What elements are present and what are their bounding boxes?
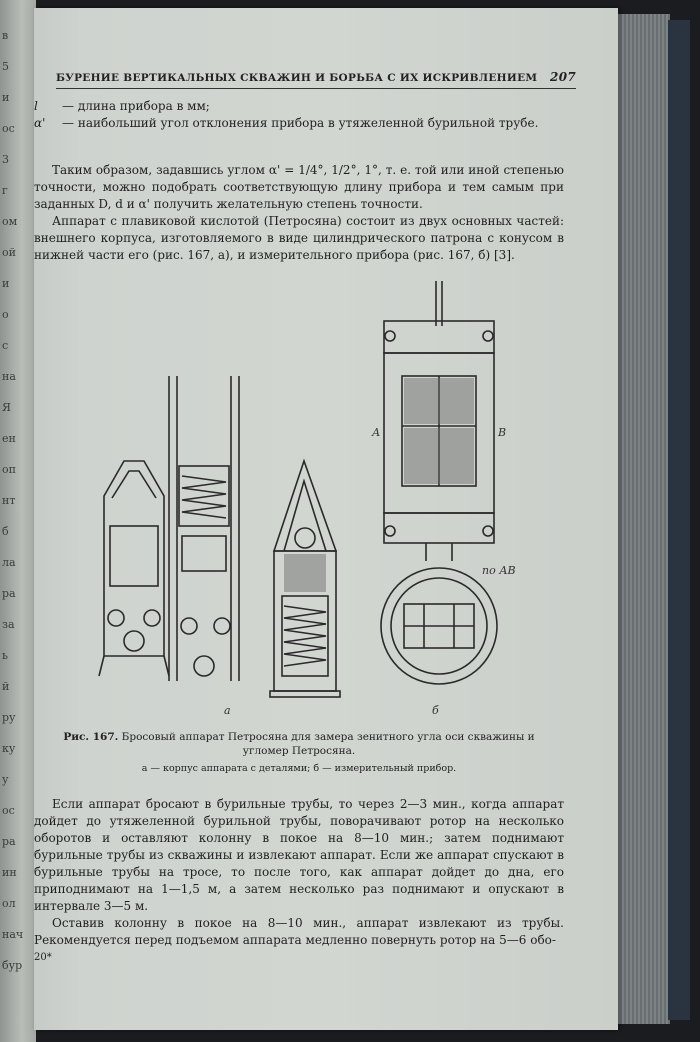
technical-drawing (74, 276, 534, 726)
left-page-fragment: Я (2, 401, 11, 414)
left-page-fragment: ру (2, 711, 16, 724)
left-page-fragment: ой (2, 246, 16, 259)
left-page-fragment: нт (2, 494, 16, 507)
page-stack-edge (614, 14, 670, 1024)
caption-number: Рис. 167. (63, 731, 119, 743)
caption-text: Бросовый аппарат Петросяна для замера зенитного угла оси скважины и угломер Петросяна. (121, 731, 535, 757)
definitions-block (34, 98, 564, 132)
caption-subtext: а — корпус аппарата с деталями; б — измерительный прибор. (141, 763, 457, 774)
header-title: БУРЕНИЕ ВЕРТИКАЛЬНЫХ СКВАЖИН И БОРЬБА С ИХ ИСКРИВЛЕНИЕМ (56, 72, 538, 84)
left-page-fragment: ра (2, 587, 16, 600)
left-page-fragment: б (2, 525, 9, 538)
left-page-fragment: г (2, 184, 8, 197)
paragraph: Если аппарат бросают в бурильные трубы, то через 2—3 мин., когда аппарат дойдет до утяжеленной бурильной трубы, поворачивают ротор на несколько оборотов и оставляют колонну в покое на 8—10 мин.; затем поднимают бурильные трубы из скважины и извлекают аппарат. Если же аппарат спускают в бурильные трубы на тросе, то после того, как аппарат дойдет до дна, его приподнимают на 1—1,5 м, а затем несколько раз поднимают и опускают в интервале 3—5 м. (34, 797, 564, 913)
left-page-fragment: ь (2, 649, 8, 662)
left-page-fragment: оп (2, 463, 16, 476)
left-page-fragment: ку (2, 742, 16, 755)
body-text-top (34, 162, 564, 264)
left-page-fragment: в (2, 29, 9, 42)
definition-text: — наибольший угол отклонения прибора в утяжеленной бурильной трубе. (62, 116, 539, 130)
left-page-fragment: с (2, 339, 9, 352)
figure-label-b: б (432, 704, 439, 717)
definition-row (34, 115, 564, 132)
left-page-fragment: у (2, 773, 9, 786)
left-page-fragment: о (2, 308, 9, 321)
housing-cone-drawing (99, 461, 169, 676)
figure-label-A: А (372, 426, 381, 439)
paragraph: Аппарат с плавиковой кислотой (Петросяна) состоит из двух основных частей: внешнего корпуса, изготовляемого в виде цилиндрического патрона с конусом в нижней части его (рис. 167, а), и измерительного прибора (рис. 167, б) [3]. (34, 214, 564, 262)
definition-row (34, 98, 564, 115)
definition-symbol: α' (34, 116, 46, 130)
left-page-fragment: й (2, 680, 10, 693)
figure-label-a: а (224, 704, 231, 717)
definition-symbol: l (34, 99, 38, 113)
left-page-fragment: 5 (2, 60, 9, 73)
left-page-fragment: ос (2, 804, 15, 817)
definition-text: — длина прибора в мм; (62, 99, 210, 113)
left-page-fragment: ла (2, 556, 16, 569)
page-number: 207 (550, 70, 576, 84)
left-page-fragment: ин (2, 866, 17, 879)
book-page (34, 8, 618, 1030)
figure-label-B: В (498, 426, 507, 439)
left-page-fragment: ен (2, 432, 16, 445)
cross-section-drawing (381, 568, 497, 684)
left-page-fragment: ос (2, 122, 15, 135)
left-page-fragment: и (2, 277, 10, 290)
figure-label-section: по АВ (482, 564, 516, 577)
paragraph: Оставив колонну в покое на 8—10 мин., аппарат извлекают из трубы. Рекомендуется перед подъемом аппарата медленно повернуть ротор на 5—6 обо- (34, 916, 564, 947)
left-page-fragment: нач (2, 928, 24, 941)
left-page-fragment: и (2, 91, 10, 104)
book-cover (668, 20, 690, 1020)
left-page-fragment: ра (2, 835, 16, 848)
paragraph: Таким образом, задавшись углом α' = 1/4°, 1/2°, 1°, т. е. той или иной степенью точности, можно подобрать соответствующую длину прибора и тем самым при заданных D, d и α' получить желательную степень точности. (34, 163, 564, 211)
adjacent-page-edge (0, 0, 36, 1042)
left-page-fragment: ол (2, 897, 16, 910)
running-header (56, 70, 576, 89)
signature-mark: 20* (34, 952, 52, 963)
left-page-fragment: 3 (2, 153, 9, 166)
figure-167 (74, 276, 534, 726)
body-text-bottom (34, 796, 564, 966)
left-page-fragment: бур (2, 959, 23, 972)
left-page-fragment: за (2, 618, 15, 631)
tube-spring-drawing (169, 376, 239, 681)
left-page-fragment: на (2, 370, 16, 383)
left-page-fragment: ом (2, 215, 18, 228)
figure-caption (54, 730, 544, 776)
